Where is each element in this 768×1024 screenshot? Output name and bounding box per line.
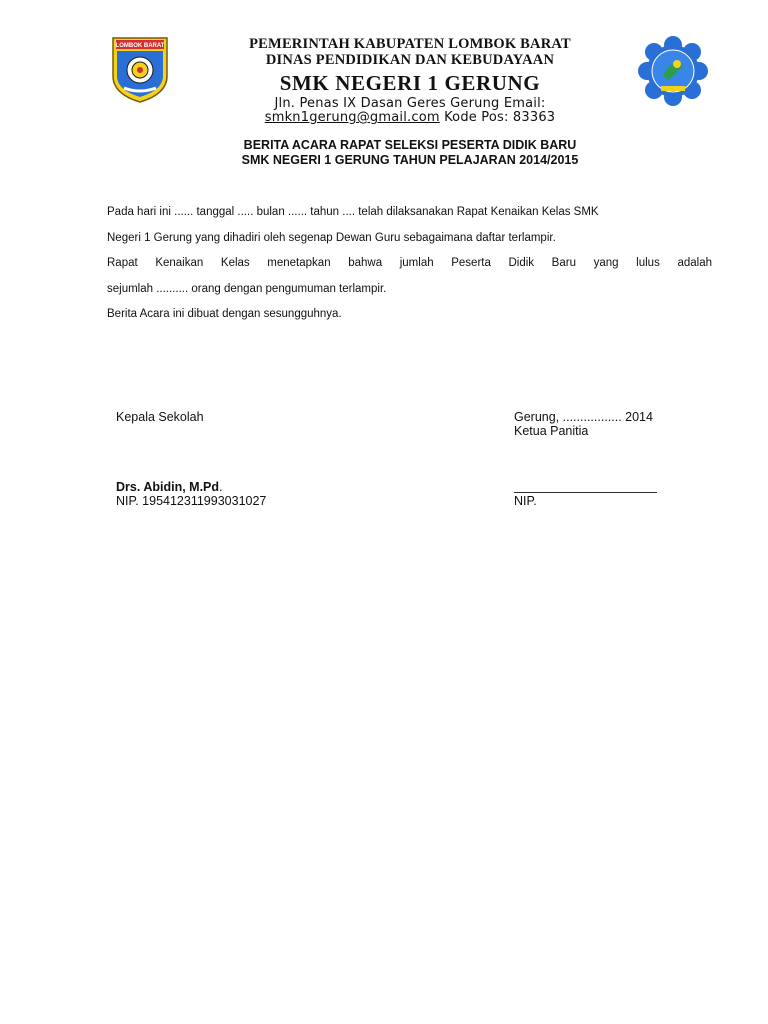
header-contact (180, 110, 640, 125)
left-signatory-name (116, 480, 223, 494)
body-paragraph-1-line-1: Pada hari ini ...... tanggal ..... bulan ...... tahun .... telah dilaksanakan Rapat Kenaikan Kelas SMK (107, 206, 599, 218)
body-paragraph-3: Berita Acara ini dibuat dengan sesungguhnya. (107, 308, 342, 320)
principal-name: Drs. Abidin, M.Pd (116, 480, 220, 494)
body-paragraph-2-line-2: sejumlah .......... orang dengan pengumuman terlampir. (107, 283, 387, 295)
header-department: DINAS PENDIDIKAN DAN KEBUDAYAAN (265, 52, 555, 68)
left-signatory-nip: NIP. 195412311993031027 (116, 494, 267, 508)
left-signatory-role: Kepala Sekolah (116, 410, 204, 424)
body-paragraph-2-line-1: Rapat Kenaikan Kelas menetapkan bahwa jumlah Peserta Didik Baru yang lulus adalah (107, 257, 712, 269)
document-title: BERITA ACARA RAPAT SELEKSI PESERTA DIDIK BARU (243, 138, 577, 152)
header-government: PEMERINTAH KABUPATEN LOMBOK BARAT (249, 36, 571, 52)
postal-code: Kode Pos: 83363 (439, 110, 556, 125)
right-place-date: Gerung, ................. 2014 (514, 410, 653, 424)
email-link[interactable]: smkn1gerung@gmail.com (264, 110, 440, 125)
document-subtitle: SMK NEGERI 1 GERUNG TAHUN PELAJARAN 2014/2015 (241, 153, 579, 167)
body-paragraph-1-line-2: Negeri 1 Gerung yang dihadiri oleh segenap Dewan Guru sebagaimana daftar terlampir. (107, 232, 556, 244)
principal-name-dot: . (219, 480, 223, 494)
header-address: Jln. Penas IX Dasan Geres Gerung Email: (274, 96, 546, 111)
emblem-label: LOMBOK BARAT (115, 43, 165, 49)
lombok-barat-emblem-icon (110, 36, 170, 104)
header-school-name: SMK NEGERI 1 GERUNG (279, 71, 541, 95)
smkn1-gerung-logo-icon (633, 36, 713, 106)
right-signatory-role: Ketua Panitia (514, 424, 589, 438)
signature-line (514, 492, 657, 493)
right-signatory-nip: NIP. (514, 494, 537, 508)
